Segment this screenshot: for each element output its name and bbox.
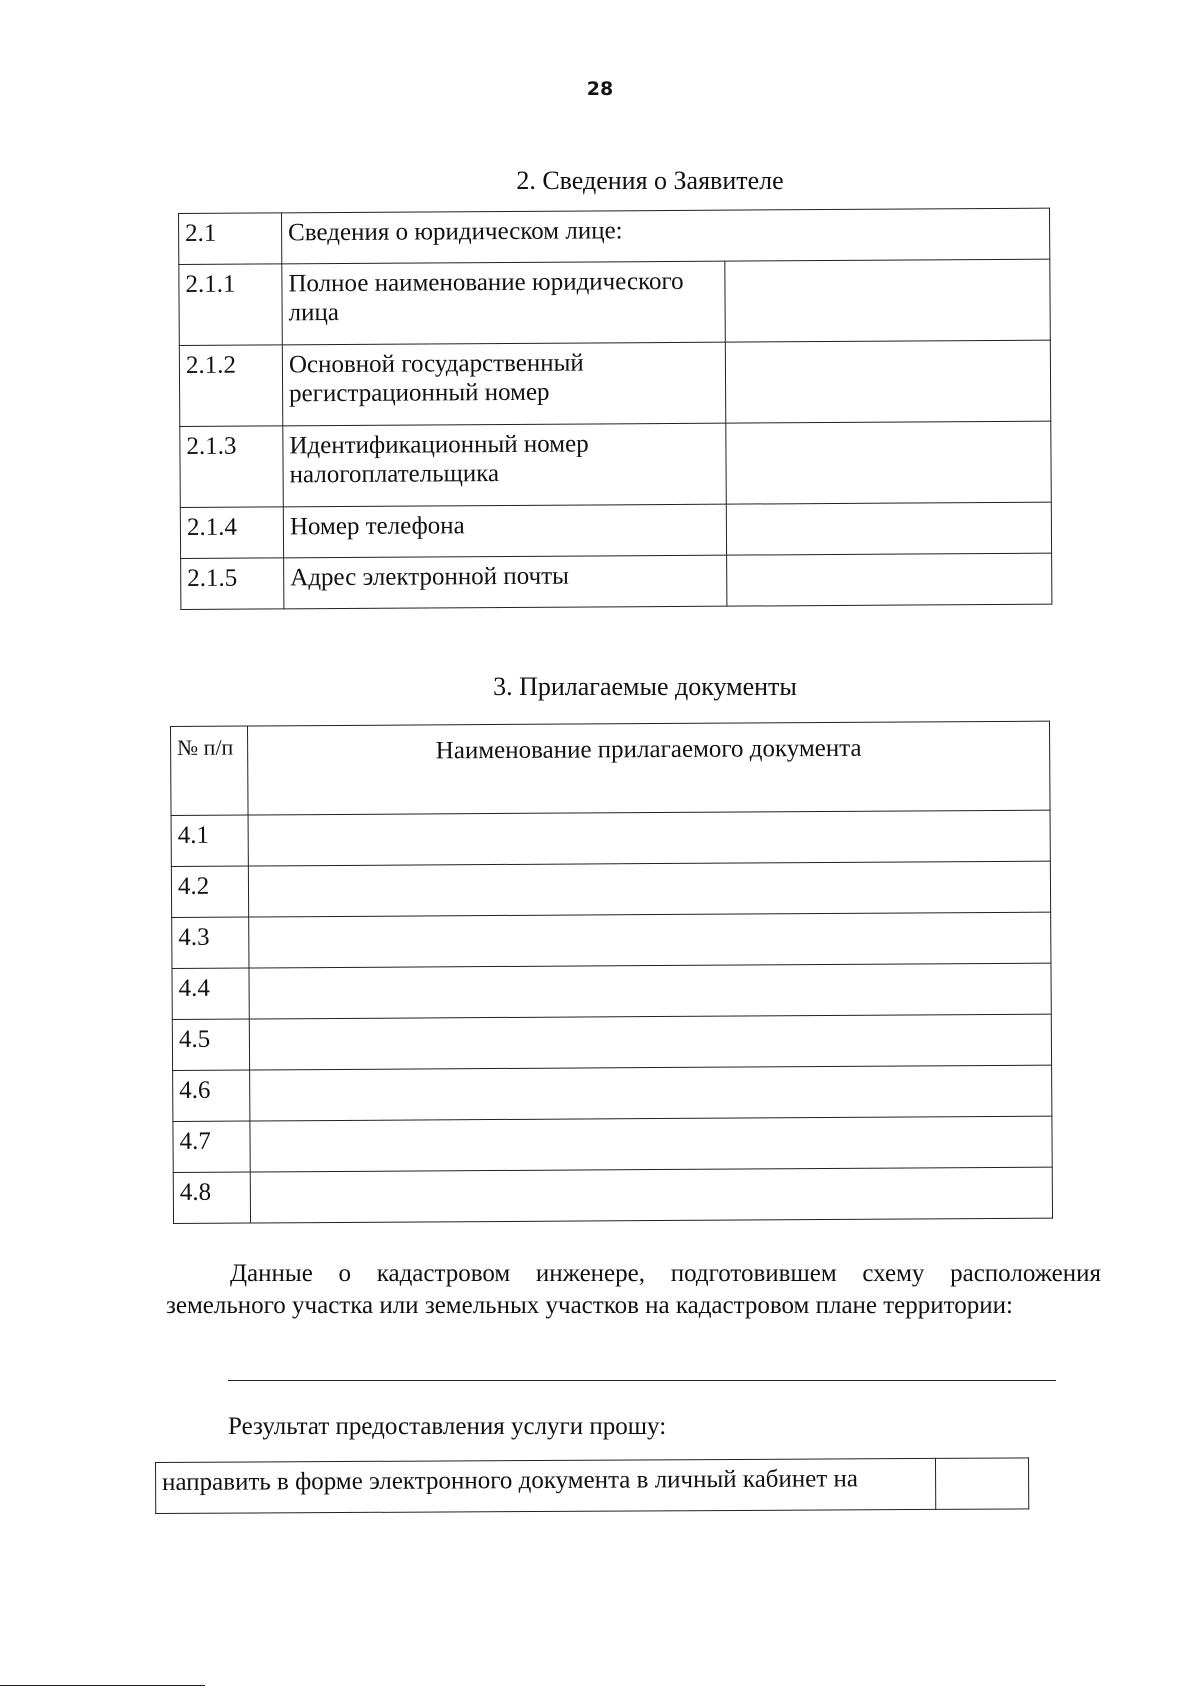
- table-row: [173, 1116, 1052, 1172]
- document-name-field[interactable]: [248, 810, 1050, 866]
- row-number: 4.1: [171, 815, 248, 866]
- table-row: [173, 1167, 1052, 1223]
- result-option-checkbox[interactable]: [935, 1458, 1028, 1509]
- row-label: Адрес электронной почты: [284, 555, 727, 609]
- row-number: 2.1.4: [180, 507, 283, 559]
- row-number: 2.1: [179, 213, 282, 265]
- row-number: 4.7: [173, 1121, 250, 1172]
- table-row: [179, 259, 1050, 345]
- table-row: [180, 421, 1051, 507]
- cadastral-engineer-input-line[interactable]: [228, 1380, 1056, 1381]
- applicant-info-table: [178, 208, 1052, 610]
- table-row: [180, 502, 1051, 558]
- page-number: 28: [586, 78, 614, 100]
- row-label: Основной государственный регистрационный номер: [282, 342, 725, 426]
- table-row: [173, 1065, 1052, 1121]
- footnote-separator: [0, 1685, 205, 1686]
- cadastral-engineer-text: Данные о кадастровом инженере, подготовившем схему расположения земельного участка или земельных участков на кадастровом плане территории:: [166, 1260, 1101, 1319]
- row-number: 4.6: [173, 1070, 250, 1121]
- table-row: [156, 1458, 1029, 1514]
- result-option-label: направить в форме электронного документа в личный кабинет на: [156, 1458, 936, 1513]
- table-row: [179, 208, 1050, 264]
- row-label: Сведения о юридическом лице:: [282, 208, 1050, 264]
- row-number: 4.8: [173, 1172, 250, 1223]
- document-name-field[interactable]: [248, 861, 1050, 917]
- table-header-row: [171, 721, 1051, 815]
- row-number: 2.1.1: [179, 264, 282, 346]
- table-row: [172, 963, 1051, 1019]
- inn-field[interactable]: [726, 421, 1051, 504]
- row-number: 4.4: [172, 968, 249, 1019]
- row-number: 2.1.2: [179, 345, 282, 427]
- result-request-text: Результат предоставления услуги прошу:: [228, 1413, 667, 1440]
- attached-documents-table: [170, 721, 1053, 1224]
- document-name-field[interactable]: [249, 912, 1051, 968]
- row-number: 2.1.5: [181, 558, 284, 610]
- document-name-field[interactable]: [250, 1065, 1052, 1121]
- result-options-table: [155, 1457, 1029, 1514]
- section-3-title: 3. Прилагаемые документы: [493, 672, 797, 701]
- row-number: 2.1.3: [180, 426, 283, 508]
- document-name-field[interactable]: [249, 1014, 1051, 1070]
- phone-field[interactable]: [726, 502, 1051, 555]
- ogrn-field[interactable]: [725, 340, 1050, 423]
- table-row: [172, 1014, 1051, 1070]
- table-row: [171, 861, 1050, 917]
- document-name-field[interactable]: [250, 1116, 1052, 1172]
- number-column-header: № п/п: [171, 726, 249, 815]
- document-name-field[interactable]: [250, 1167, 1052, 1223]
- section-2-title: 2. Сведения о Заявителе: [516, 166, 784, 195]
- table-row: [179, 340, 1050, 426]
- legal-name-field[interactable]: [725, 259, 1050, 342]
- document-name-field[interactable]: [249, 963, 1051, 1019]
- table-row: [181, 553, 1052, 609]
- table-row: [172, 912, 1051, 968]
- row-number: 4.2: [171, 866, 248, 917]
- row-label: Идентификационный номер налогоплательщика: [283, 423, 726, 507]
- email-field[interactable]: [727, 553, 1052, 606]
- table-row: [171, 810, 1050, 866]
- row-number: 4.5: [172, 1019, 249, 1070]
- row-label: Полное наименование юридического лица: [282, 261, 725, 345]
- row-number: 4.3: [172, 917, 249, 968]
- document-name-column-header: Наименование прилагаемого документа: [248, 721, 1051, 815]
- row-label: Номер телефона: [283, 504, 726, 558]
